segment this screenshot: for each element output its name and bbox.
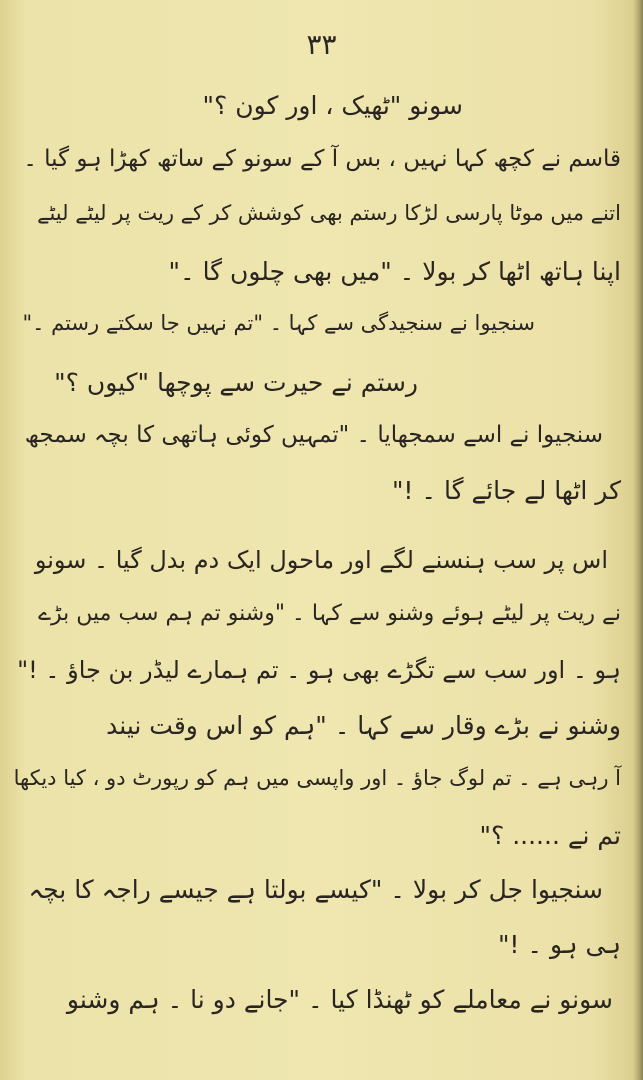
text-line: سونو "ٹھیک ، اور کون ؟" [202, 91, 463, 120]
text-line: سونو نے معاملے کو ٹھنڈا کیا ۔ "جانے دو نا ۔ ہم وشنو [66, 985, 613, 1014]
text-line: وشنو نے بڑے وقار سے کہا ۔ "ہم کو اس وقت نیند [106, 711, 621, 740]
text-line: نے ریت پر لیٹے ہوئے وشنو سے کہا ۔ "وشنو تم ہم سب میں بڑے [38, 601, 621, 626]
text-line: اس پر سب ہنسنے لگے اور ماحول ایک دم بدل گیا ۔ سونو [34, 546, 608, 574]
text-line: ہو ۔ اور سب سے تگڑے بھی ہو ۔ تم ہمارے لیڈر بن جاؤ ۔ !" [17, 656, 621, 684]
text-line: ہی ہو ۔ !" [497, 930, 621, 959]
text-line: تم نے ...... ؟" [479, 821, 621, 850]
page-edge-shadow [633, 0, 643, 1080]
text-line: آ رہی ہے ۔ تم لوگ جاؤ ۔ اور واپسی میں ہم کو رپورٹ دو ، کیا دیکھا [13, 766, 621, 790]
text-line: کر اٹھا لے جائے گا ۔ !" [391, 476, 621, 505]
text-line: سنجیوا جل کر بولا ۔ "کیسے بولتا ہے جیسے راجہ کا بچہ [28, 875, 603, 904]
text-line: اتنے میں موٹا پارسی لڑکا رستم بھی کوشش کر کے ریت پر لیٹے لیٹے [37, 201, 621, 225]
text-line: سنجیوا نے سنجیدگی سے کہا ۔ "تم نہیں جا سکتے رستم ۔" [22, 311, 535, 335]
text-line: اپنا ہاتھ اٹھا کر بولا ۔ "میں بھی چلوں گا ۔" [168, 257, 621, 286]
text-line: رستم نے حیرت سے پوچھا "کیوں ؟" [54, 368, 418, 397]
text-line: سنجیوا نے اسے سمجھایا ۔ "تمہیں کوئی ہاتھی کا بچہ سمجھ [24, 422, 603, 448]
page-number: ۳۳ [306, 28, 337, 61]
text-line: قاسم نے کچھ کہا نہیں ، بس آ کے سونو کے ساتھ کھڑا ہو گیا ۔ [23, 146, 621, 172]
